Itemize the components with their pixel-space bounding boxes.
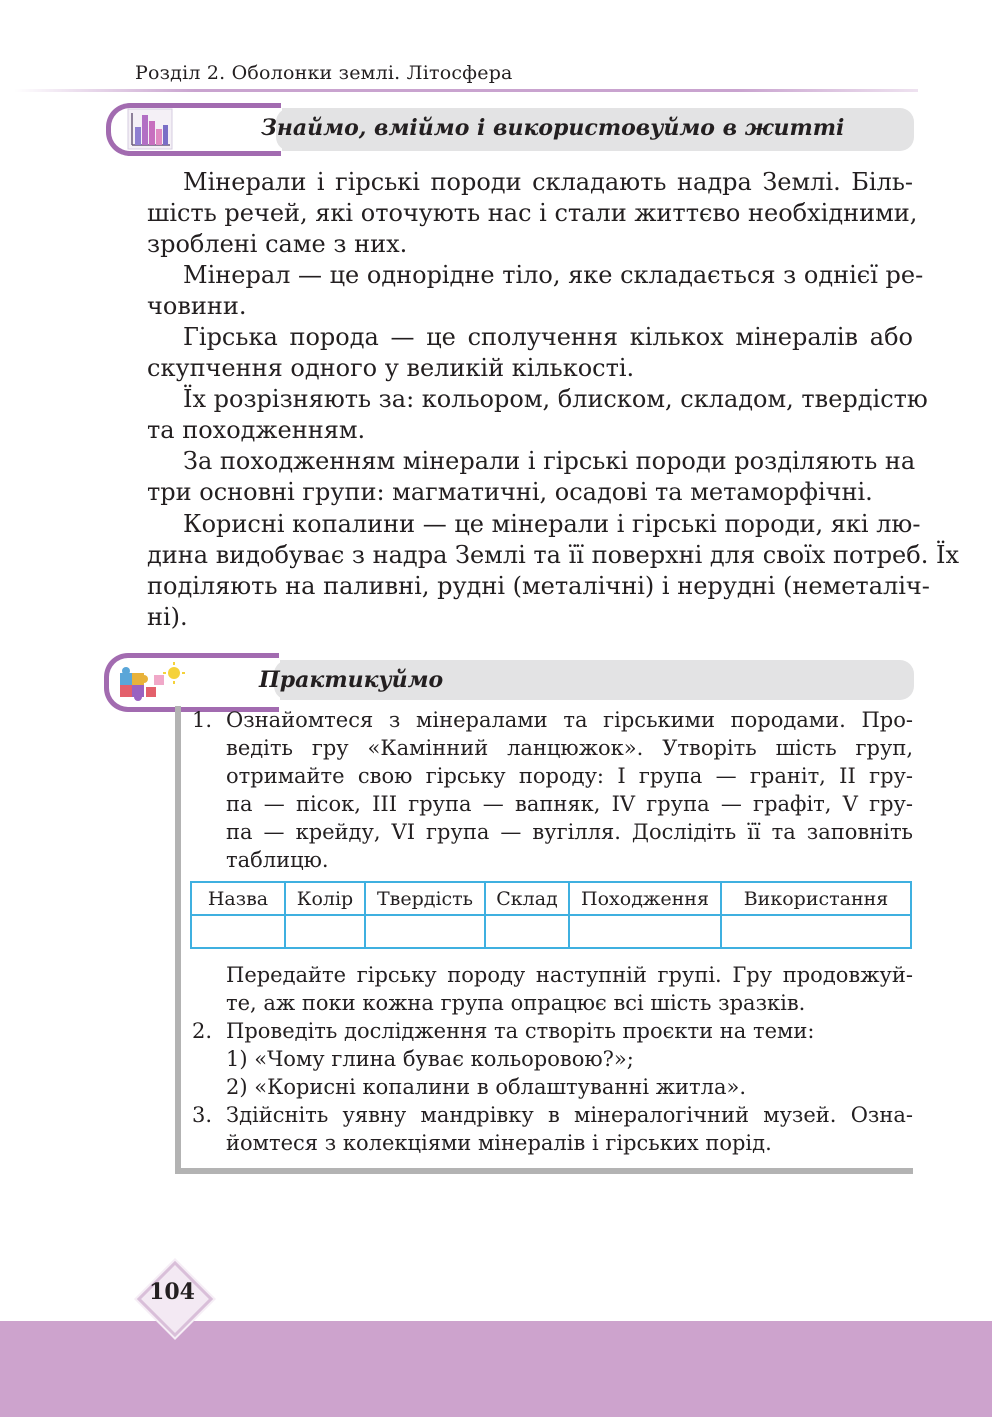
table-header-cell: Склад — [485, 882, 569, 915]
text-line: зроблені саме з них. — [147, 230, 408, 258]
text-line: таблицю. — [226, 848, 329, 872]
text-line: Ознайомтеся з мінералами та гірськими породами. Про- — [226, 708, 913, 732]
text-line: 1) «Чому глина буває кольоровою?»; — [226, 1047, 634, 1071]
table-cell[interactable] — [191, 915, 285, 948]
table-header-row — [191, 882, 911, 915]
puzzle-icon — [114, 659, 186, 703]
text-line: Корисні копалини — це мінерали і гірські породи, які лю- — [183, 510, 921, 538]
table-header-cell: Колір — [285, 882, 365, 915]
section-title-know: Знаймо, вміймо і використовуймо в житті — [261, 115, 845, 141]
text-line: скупчення одного у великій кількості. — [147, 354, 635, 382]
paragraph-3 — [147, 322, 913, 384]
chart-bars-icon — [126, 107, 174, 151]
table-cell[interactable] — [285, 915, 365, 948]
page-number-badge — [138, 1262, 206, 1330]
task-number: 3. — [192, 1103, 213, 1127]
table-cell[interactable] — [485, 915, 569, 948]
text-line: отримайте свою гірську породу: І група — граніт, ІІ гру- — [226, 764, 913, 788]
text-line: те, аж поки кожна група опрацює всі шість зразків. — [226, 991, 806, 1015]
page-number: 104 — [149, 1279, 195, 1305]
task-3 — [192, 1101, 913, 1157]
task-2 — [192, 1017, 913, 1101]
paragraph-4 — [147, 384, 928, 446]
text-line: ні). — [147, 603, 188, 631]
text-line: шість речей, які оточують нас і стали життєво необхідними, — [147, 199, 918, 227]
text-line: Мінерали і гірські породи складають надра Землі. Біль- — [183, 168, 913, 196]
mineral-table — [190, 881, 912, 949]
table-header-cell: Використання — [721, 882, 911, 915]
text-line: Передайте гірську породу наступній групі. Гру продовжуй- — [226, 963, 913, 987]
table-header-cell: Походження — [569, 882, 721, 915]
text-line: За походженням мінерали і гірські породи розділяють на — [183, 447, 916, 475]
table-cell[interactable] — [569, 915, 721, 948]
text-line: йомтеся з колекціями мінералів і гірських порід. — [226, 1131, 772, 1155]
text-line: па — крейду, VI група — вугілля. Дослідіть її та заповніть — [226, 820, 913, 844]
section-title-practice: Практикуймо — [259, 667, 444, 693]
paragraph-1 — [147, 167, 918, 260]
text-line: поділяють на паливні, рудні (металічні) і нерудні (неметаліч- — [147, 572, 930, 600]
text-line: Здійсніть уявну мандрівку в мінералогічний музей. Озна- — [226, 1103, 913, 1127]
text-line: Мінерал — це однорідне тіло, яке складається з однієї ре- — [183, 261, 924, 289]
running-head: Розділ 2. Оболонки землі. Літосфера — [135, 62, 513, 84]
text-line: човини. — [147, 292, 247, 320]
table-header-cell: Твердість — [365, 882, 485, 915]
text-line: Проведіть дослідження та створіть проєкти на теми: — [226, 1019, 815, 1043]
text-line: па — пісок, ІІІ група — вапняк, IV група — графіт, V гру- — [226, 792, 913, 816]
paragraph-2 — [147, 260, 924, 322]
text-line: Гірська порода — це сполучення кількох мінералів або — [183, 323, 913, 351]
table-cell[interactable] — [365, 915, 485, 948]
text-line: Їх розрізняють за: кольором, блиском, складом, твердістю — [183, 385, 928, 413]
paragraph-6 — [147, 509, 959, 633]
task-number: 1. — [192, 708, 213, 732]
text-line: три основні групи: магматичні, осадові та метаморфічні. — [147, 478, 873, 506]
paragraph-5 — [147, 446, 916, 508]
footer-band — [0, 1321, 992, 1417]
task-number: 2. — [192, 1019, 213, 1043]
text-line: дина видобуває з надра Землі та її поверхні для своїх потреб. Їх — [147, 541, 959, 569]
table-header-cell: Назва — [191, 882, 285, 915]
section-banner-know — [106, 103, 914, 156]
header-rule — [14, 89, 918, 92]
task-1-continuation — [226, 961, 913, 1017]
table-cell[interactable] — [721, 915, 911, 948]
text-line: ведіть гру «Камінний ланцюжок». Утворіть шість груп, — [226, 736, 913, 760]
section-banner-practice — [104, 653, 914, 712]
text-line: 2) «Корисні копалини в облаштуванні житла». — [226, 1075, 747, 1099]
text-line: та походженням. — [147, 416, 366, 444]
task-1 — [192, 706, 913, 874]
table-row — [191, 915, 911, 948]
